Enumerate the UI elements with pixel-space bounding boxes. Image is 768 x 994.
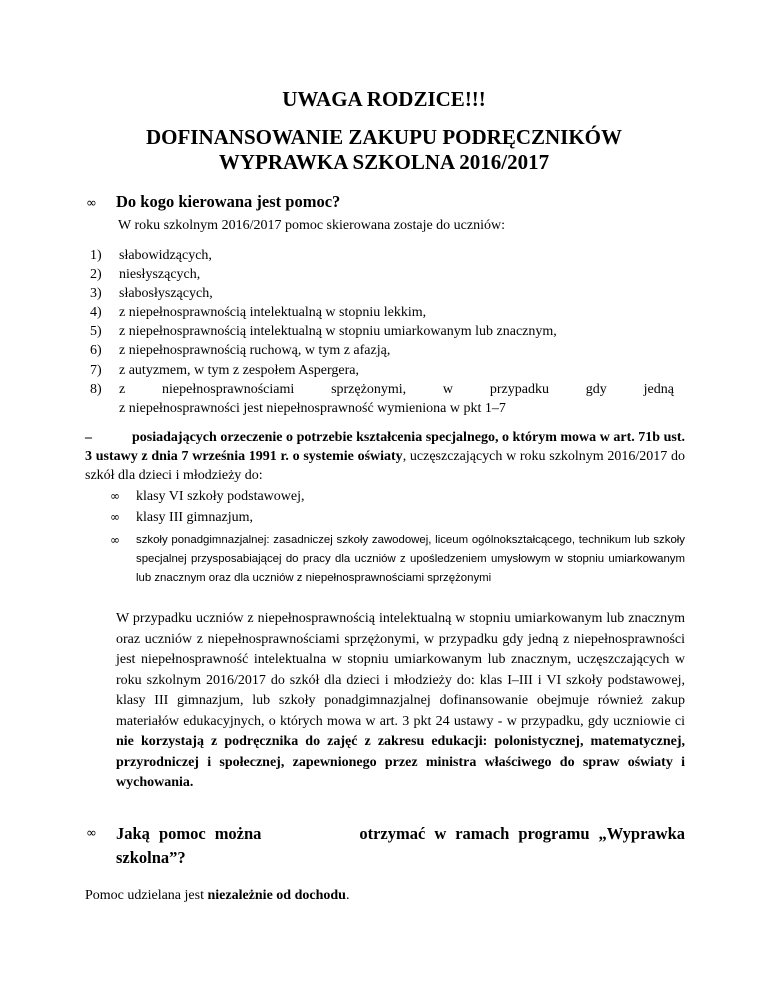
list-item	[110, 507, 685, 528]
list-item-number: 3)	[90, 286, 102, 302]
heading-line-2: szkolna”?	[116, 848, 186, 867]
list-item-line-1	[119, 380, 674, 399]
list-item-text: z niepełnosprawnością ruchową, w tym z afazją,	[119, 343, 391, 359]
list-item-number: 2)	[90, 267, 102, 283]
final-period: .	[345, 888, 350, 903]
word: można	[214, 824, 262, 843]
infinity-bullet-icon: ∞	[110, 533, 120, 547]
list-item-text: klasy III gimnazjum,	[136, 510, 254, 525]
infinity-bullet-icon: ∞	[110, 510, 120, 524]
word: programu	[518, 824, 590, 843]
list-item-number: 5)	[90, 324, 102, 340]
materials-text: W przypadku uczniów z niepełnosprawnością intelektualną w stopniu umiarkowanym lub znacznym oraz uczniów z niepełnosprawnościami sprzężonymi, w przypadku gdy jedną z niepełnosprawności jest niepełnosprawność intelektualna w stopniu umiarkowanym lub znacznym, uczęszczających w roku szkolnym 2016/2017 do szkół dla dzieci i młodzieży do: klas I–III i VI szkoły podstawowej, klasy III gimnazjum, lub szkoły ponadgimnazjalnej dofinansowanie obejmuje również zakup materiałów edukacyjnych, o których mowa w art. 3 pkt 24 ustawy - w przypadku, gdy uczniowie ci	[116, 611, 685, 729]
subtitle-line-1: DOFINANSOWANIE ZAKUPU PODRĘCZNIKÓW	[145, 125, 623, 149]
word: „Wyprawka	[598, 824, 685, 843]
recipients-list	[90, 246, 690, 418]
list-item-text: szkoły ponadgimnazjalnej: zasadniczej szkoły zawodowej, liceum ogólnokształcącego, technikum lub szkoły specjalnej przysposabiającej do pracy dla uczniów z upośledzeniem umysłowym w stopniu umiarkowanym lub znacznym oraz dla uczniów z niepełnosprawnościami sprzężonymi	[136, 534, 685, 584]
list-item	[110, 486, 685, 507]
word: otrzymać	[359, 824, 426, 843]
word: z	[119, 381, 126, 397]
list-item	[90, 284, 690, 303]
word: gdy	[585, 381, 607, 397]
list-item	[110, 531, 685, 588]
infinity-bullet-icon: ∞	[86, 826, 97, 841]
dash: –	[85, 430, 92, 445]
materials-bold-text: nie korzystają z podręcznika do zajęć z zakresu edukacji: polonistycznej, matematycznej, przyrodniczej i społecznej, zapewnionego przez ministra właściwego do spraw oświaty i wychowania.	[116, 734, 685, 790]
page-subtitle	[0, 125, 768, 175]
page-title: UWAGA RODZICE!!!	[282, 87, 486, 111]
eligibility-text: , uczęszczających w roku szkolnym 2016/2017 do szkół dla dzieci i młodzieży do:	[85, 449, 685, 483]
eligibility-paragraph	[85, 428, 685, 485]
list-item	[90, 341, 690, 360]
heading-line-1	[116, 822, 685, 846]
list-item-number: 8)	[90, 381, 102, 397]
materials-paragraph	[116, 609, 685, 794]
section-heading-help	[116, 822, 685, 870]
list-item-number: 4)	[90, 305, 102, 321]
list-item	[90, 361, 690, 380]
eligibility-bold-text: posiadających orzeczenie o potrzebie kształcenia specjalnego, o którym mowa w art. 71b ust. 3 ustawy z dnia 7 września 1991 r. o systemie oświaty	[85, 430, 685, 464]
list-item-text: z niepełnosprawnością intelektualną w stopniu lekkim,	[119, 305, 427, 321]
list-item-number: 6)	[90, 343, 102, 359]
word: ramach	[455, 824, 510, 843]
word: przypadku	[489, 381, 549, 397]
list-item-text: słabosłyszących,	[119, 286, 213, 302]
subtitle-line-2: WYPRAWKA SZKOLNA 2016/2017	[218, 150, 550, 174]
list-item	[90, 265, 690, 284]
word: pomoc	[158, 824, 206, 843]
infinity-bullet-icon: ∞	[110, 489, 120, 503]
word: sprzężonymi,	[331, 381, 407, 397]
word: w	[434, 824, 447, 843]
list-item-number: 7)	[90, 362, 102, 378]
list-item-text: z autyzmem, w tym z zespołem Aspergera,	[119, 362, 359, 378]
list-item	[90, 322, 690, 341]
final-text: Pomoc udzielana jest	[85, 888, 208, 903]
school-list	[110, 486, 685, 588]
list-item	[90, 246, 690, 265]
final-bold-text: niezależnie od dochodu	[207, 888, 346, 903]
list-item	[90, 380, 690, 418]
list-item-line-2: z niepełnosprawności jest niepełnosprawność wymieniona w pkt 1–7	[119, 400, 506, 416]
section-intro: W roku szkolnym 2016/2017 pomoc skierowana zostaje do uczniów:	[118, 218, 505, 233]
list-item-number: 1)	[90, 248, 102, 263]
word: Jaką	[116, 824, 150, 843]
list-item-text	[119, 380, 674, 418]
final-statement	[85, 887, 349, 905]
infinity-bullet-icon: ∞	[86, 196, 97, 211]
list-item-text: słabowidzących,	[119, 248, 212, 263]
word: w	[442, 381, 454, 397]
list-item-text: klasy VI szkoły podstawowej,	[136, 489, 305, 504]
list-item-text: niesłyszących,	[119, 267, 201, 283]
section-heading-who: Do kogo kierowana jest pomoc?	[116, 192, 341, 211]
word: jedną	[643, 381, 674, 397]
word: niepełnosprawnościami	[162, 381, 295, 397]
list-item	[90, 303, 690, 322]
list-item-text: z niepełnosprawnością intelektualną w stopniu umiarkowanym lub znacznym,	[119, 324, 557, 340]
